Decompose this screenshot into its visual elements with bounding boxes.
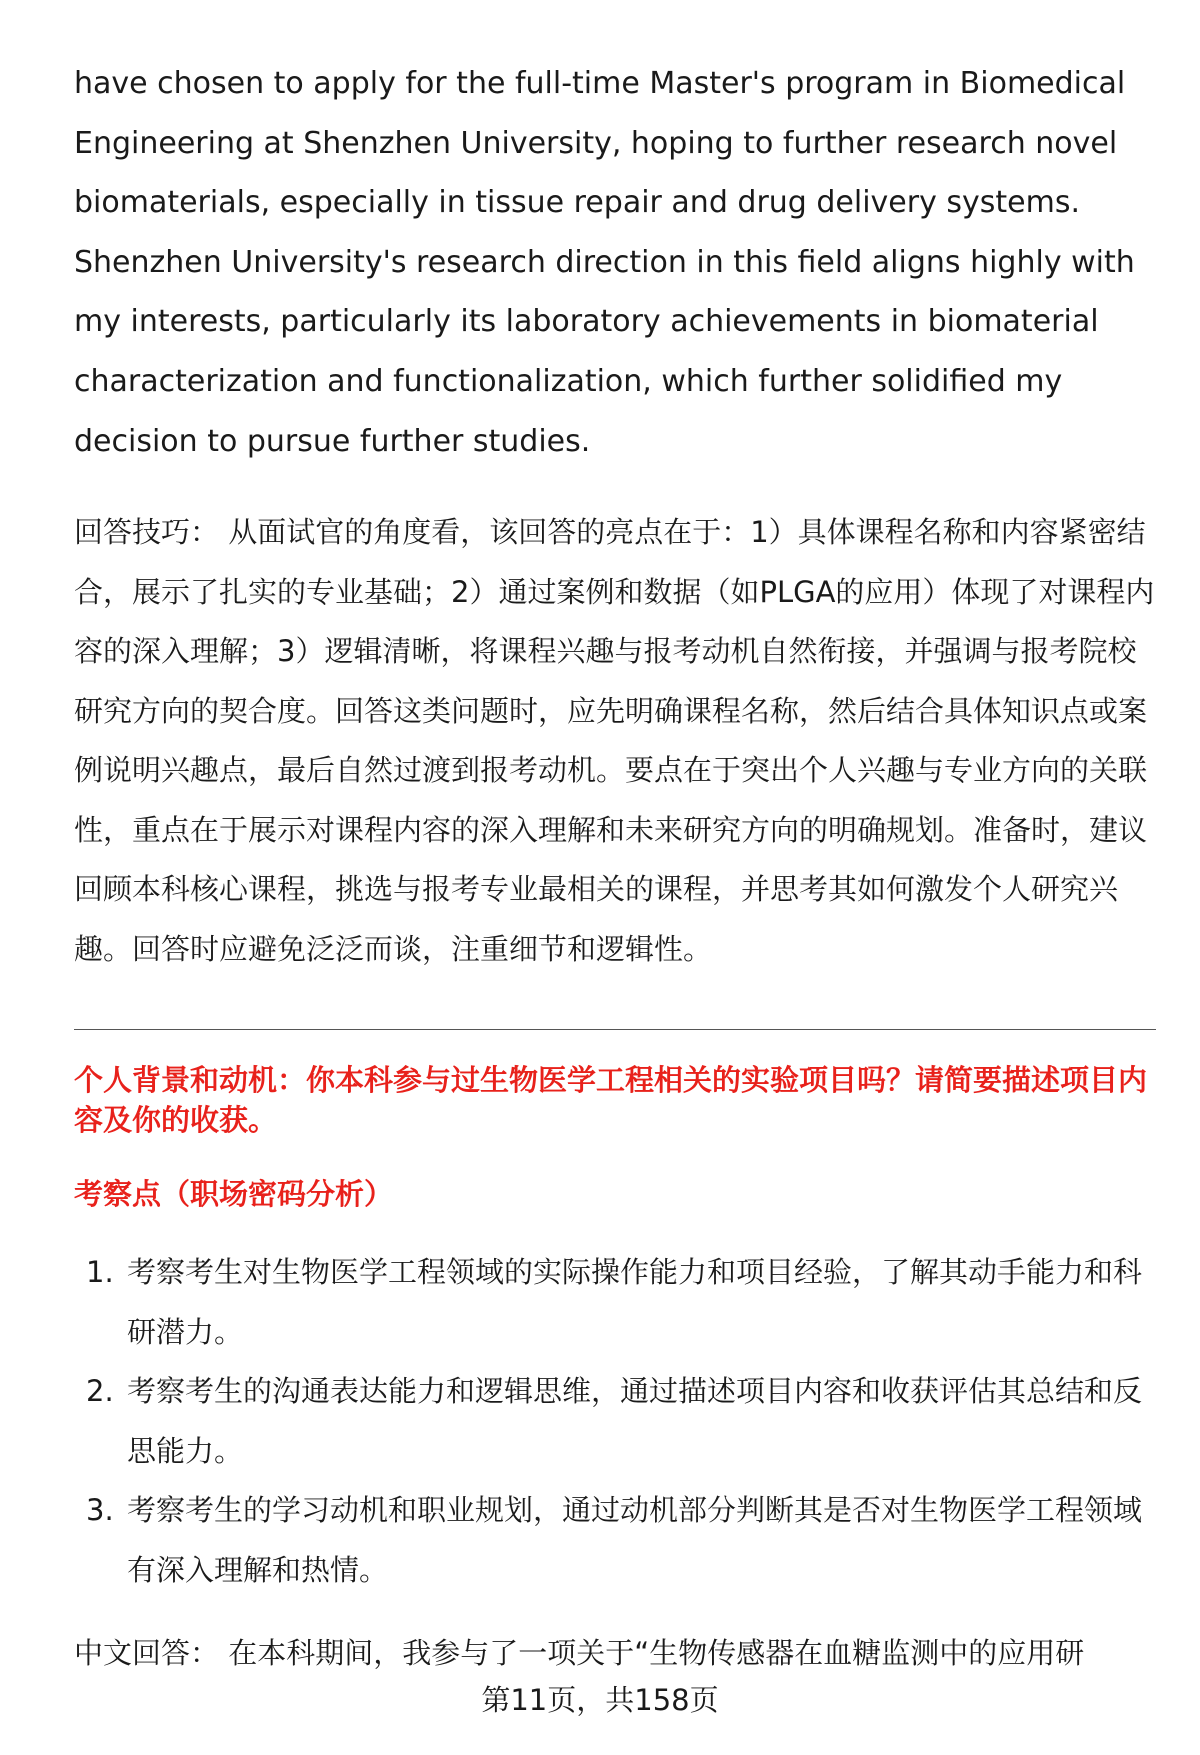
assessment-heading: 考察点（职场密码分析） — [74, 1177, 394, 1211]
chinese-answer-label: 中文回答： — [74, 1636, 220, 1670]
english-answer-paragraph: have chosen to apply for the full-time Master's program in Biomedical Engineering at Shenzhen University, hoping to further research novel biomaterials, especially in tissue repair and drug delivery systems. Shenzhen University's research direction in this field aligns highly with my interests, particularly its laboratory achievements in biomaterial characterization and functionalization, which further solidified my decision to pursue further studies. — [74, 66, 1135, 459]
assessment-point-3 — [74, 1481, 1156, 1600]
interview-question-heading: 个人背景和动机：你本科参与过生物医学工程相关的实验项目吗？请简要描述项目内容及你的收获。 — [74, 1063, 1148, 1137]
assessment-point-1 — [74, 1243, 1156, 1362]
assessment-point-text: 考察考生的学习动机和职业规划，通过动机部分判断其是否对生物医学工程领域有深入理解和热情。 — [127, 1493, 1143, 1587]
chinese-answer-text: 在本科期间，我参与了一项关于“生物传感器在血糖监测中的应用研 — [219, 1636, 1085, 1670]
list-number: 2. — [86, 1374, 114, 1408]
assessment-points-list — [74, 1243, 1156, 1600]
chinese-answer-paragraph — [74, 1633, 1156, 1673]
assessment-point-text: 考察考生对生物医学工程领域的实际操作能力和项目经验，了解其动手能力和科研潜力。 — [127, 1255, 1143, 1349]
list-number: 1. — [86, 1255, 114, 1289]
answer-tips-label: 回答技巧： — [74, 515, 220, 549]
assessment-point-2 — [74, 1362, 1156, 1481]
section-divider — [74, 1029, 1156, 1030]
answer-tips-text: 从面试官的角度看，该回答的亮点在于：1）具体课程名称和内容紧密结合，展示了扎实的专业基础；2）通过案例和数据（如PLGA的应用）体现了对课程内容的深入理解；3）逻辑清晰，将课程兴趣与报考动机自然衔接，并强调与报考院校研究方向的契合度。回答这类问题时，应先明确课程名称，然后结合具体知识点或案例说明兴趣点，最后自然过渡到报考动机。要点在于突出个人兴趣与专业方向的关联性，重点在于展示对课程内容的深入理解和未来研究方向的明确规划。准备时，建议回顾本科核心课程，挑选与报考专业最相关的课程，并思考其如何激发个人研究兴趣。回答时应避免泛泛而谈，注重细节和逻辑性。 — [74, 515, 1155, 966]
answer-tips-paragraph — [74, 503, 1156, 979]
list-number: 3. — [86, 1493, 114, 1527]
assessment-point-text: 考察考生的沟通表达能力和逻辑思维，通过描述项目内容和收获评估其总结和反思能力。 — [127, 1374, 1143, 1468]
page-number-footer: 第11页，共158页 — [481, 1683, 719, 1717]
